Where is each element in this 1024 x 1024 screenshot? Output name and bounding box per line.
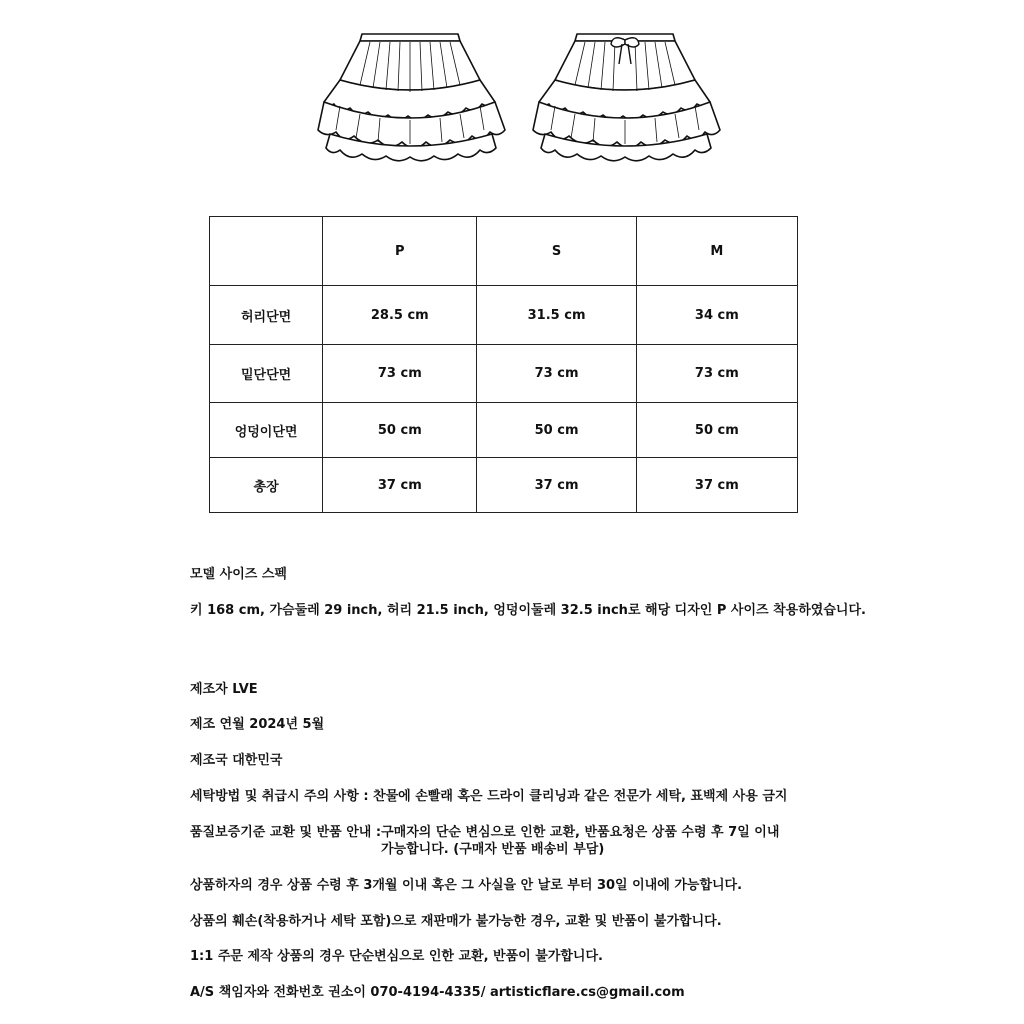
table-cell: 31.5 cm (477, 286, 636, 345)
table-cell: 73 cm (636, 345, 797, 403)
model-spec-title: 모델 사이즈 스펙 (190, 567, 287, 582)
table-header-cell: P (323, 217, 477, 286)
table-row (210, 458, 798, 513)
table-cell: 34 cm (636, 286, 797, 345)
table-row (210, 345, 798, 403)
manufacture-date-text: 제조 연월 2024년 5월 (190, 717, 325, 732)
skirt-front-icon (310, 30, 510, 165)
table-cell: 50 cm (636, 403, 797, 458)
damage-text: 상품의 훼손(착용하거나 세탁 포함)으로 재판매가 불가능한 경우, 교환 및 반품이 불가합니다. (190, 914, 722, 929)
exchange-text-line2: 가능합니다. (구매자 반품 배송비 부담) (381, 842, 605, 857)
defect-text: 상품하자의 경우 상품 수령 후 3개월 이내 혹은 그 사실을 안 날로 부터 30일 이내에 가능합니다. (190, 878, 743, 893)
table-header-cell: M (636, 217, 797, 286)
size-table (209, 216, 798, 513)
table-cell: 37 cm (636, 458, 797, 513)
table-row-label: 허리단면 (210, 286, 323, 345)
maker-text: 제조자 LVE (190, 682, 258, 697)
table-cell: 50 cm (323, 403, 477, 458)
table-header-cell: S (477, 217, 636, 286)
table-header-cell (210, 217, 323, 286)
table-cell: 37 cm (323, 458, 477, 513)
care-text: 세탁방법 및 취급시 주의 사항 : 찬물에 손빨래 혹은 드라이 클리닝과 같은 전문가 세탁, 표백제 사용 금지 (190, 789, 788, 804)
country-text: 제조국 대한민국 (190, 753, 283, 768)
table-row (210, 286, 798, 345)
table-row-label: 총장 (210, 458, 323, 513)
table-cell: 37 cm (477, 458, 636, 513)
model-spec-text: 키 168 cm, 가슴둘레 29 inch, 허리 21.5 inch, 엉덩이둘레 32.5 inch로 해당 디자인 P 사이즈 착용하였습니다. (190, 603, 866, 618)
table-row (210, 403, 798, 458)
table-cell: 73 cm (323, 345, 477, 403)
table-row-label: 밑단단면 (210, 345, 323, 403)
custom-order-text: 1:1 주문 제작 상품의 경우 단순변심으로 인한 교환, 반품이 불가합니다. (190, 949, 603, 964)
table-cell: 73 cm (477, 345, 636, 403)
table-row-label: 엉덩이단면 (210, 403, 323, 458)
table-cell: 28.5 cm (323, 286, 477, 345)
skirt-back-icon (525, 30, 725, 165)
as-contact-text: A/S 책임자와 전화번호 권소이 070-4194-4335/ artisticflare.cs@gmail.com (190, 985, 685, 1000)
table-cell: 50 cm (477, 403, 636, 458)
exchange-text-line1: 품질보증기준 교환 및 반품 안내 :구매자의 단순 변심으로 인한 교환, 반품요청은 상품 수령 후 7일 이내 (190, 825, 780, 840)
table-header-row (210, 217, 798, 286)
